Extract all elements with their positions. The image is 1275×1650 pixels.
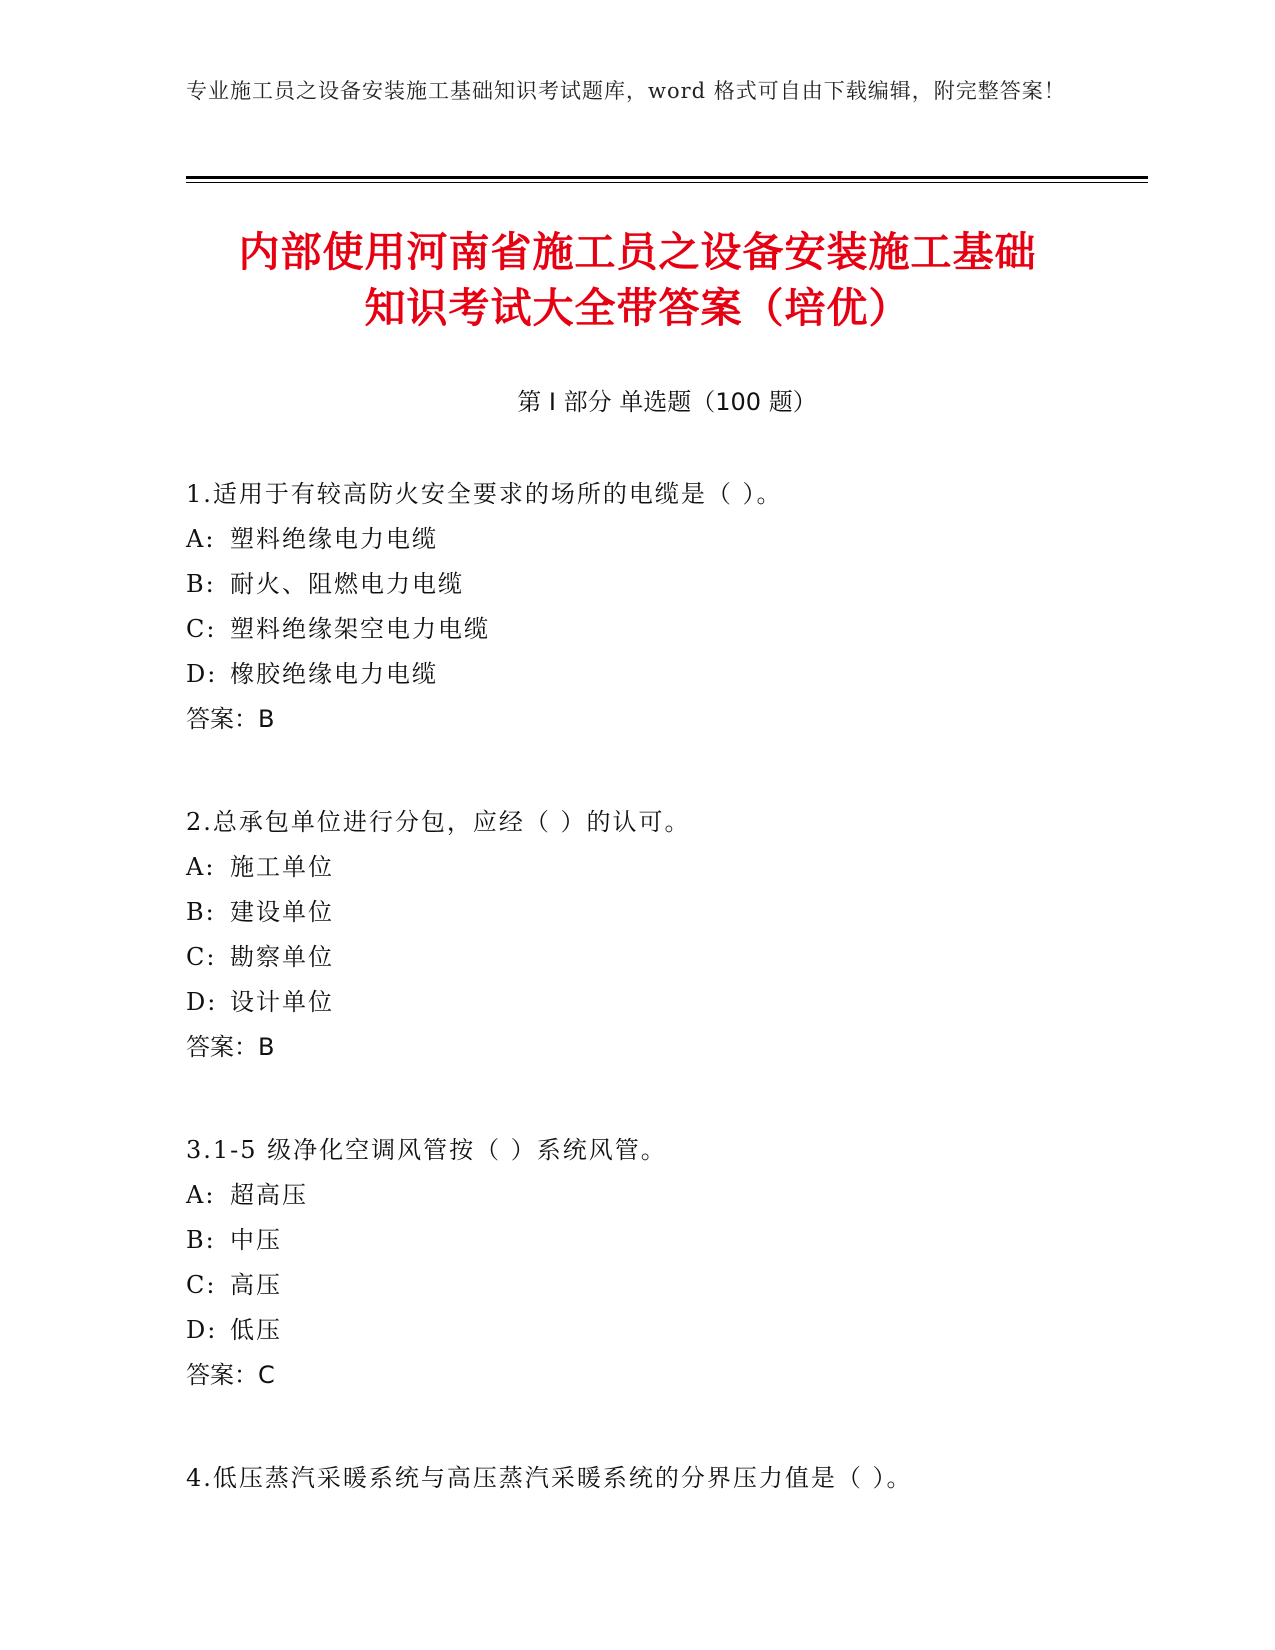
answer-value: B: [258, 1033, 275, 1061]
option-letter: B:: [186, 898, 216, 926]
answer-line: [186, 697, 1148, 742]
document-title: [130, 224, 1145, 336]
option-letter: D:: [186, 1316, 218, 1344]
option-c: [186, 607, 1148, 652]
document-title-line-1: 内部使用河南省施工员之设备安装施工基础: [238, 228, 1037, 276]
option-text: 设计单位: [230, 988, 334, 1016]
answer-label: 答案：: [186, 1033, 258, 1061]
option-a: [186, 517, 1148, 562]
option-text: 超高压: [230, 1181, 308, 1209]
option-text: 塑料绝缘电力电缆: [230, 525, 438, 553]
question-stem: 3.1-5 级净化空调风管按（ ）系统风管。: [186, 1136, 667, 1164]
question-stem: 4.低压蒸汽采暖系统与高压蒸汽采暖系统的分界压力值是（ ）。: [186, 1464, 913, 1492]
question-3: [186, 1128, 1148, 1398]
option-text: 塑料绝缘架空电力电缆: [230, 615, 490, 643]
header-note: 专业施工员之设备安装施工基础知识考试题库，word 格式可自由下载编辑，附完整答案！: [186, 79, 1066, 103]
answer-line: [186, 1025, 1148, 1070]
document-title-line-2: 知识考试大全带答案（培优）: [364, 284, 911, 332]
option-text: 建设单位: [230, 898, 334, 926]
question-2: [186, 800, 1148, 1070]
option-text: 勘察单位: [230, 943, 334, 971]
option-c: [186, 935, 1148, 980]
option-letter: C:: [186, 943, 217, 971]
option-c: [186, 1263, 1148, 1308]
header-divider-thick: [186, 176, 1148, 179]
section-heading: 第 I 部分 单选题（100 题）: [517, 388, 817, 416]
option-letter: C:: [186, 1271, 217, 1299]
option-text: 中压: [230, 1226, 282, 1254]
option-d: [186, 980, 1148, 1025]
answer-label: 答案：: [186, 705, 258, 733]
option-b: [186, 1218, 1148, 1263]
option-letter: B:: [186, 1226, 216, 1254]
option-letter: A:: [186, 525, 216, 553]
option-letter: D:: [186, 660, 218, 688]
answer-value: C: [258, 1361, 275, 1389]
option-letter: A:: [186, 853, 216, 881]
answer-label: 答案：: [186, 1361, 258, 1389]
option-b: [186, 562, 1148, 607]
option-letter: B:: [186, 570, 216, 598]
option-d: [186, 652, 1148, 697]
option-a: [186, 845, 1148, 890]
answer-value: B: [258, 705, 275, 733]
option-letter: A:: [186, 1181, 216, 1209]
option-text: 施工单位: [230, 853, 334, 881]
answer-line: [186, 1353, 1148, 1398]
option-letter: D:: [186, 988, 218, 1016]
option-a: [186, 1173, 1148, 1218]
option-text: 低压: [230, 1316, 282, 1344]
option-text: 耐火、阻燃电力电缆: [230, 570, 464, 598]
question-stem: 1.适用于有较高防火安全要求的场所的电缆是（ ）。: [186, 480, 783, 508]
option-letter: C:: [186, 615, 217, 643]
header-divider-thin: [186, 182, 1148, 183]
question-stem: 2.总承包单位进行分包，应经（ ）的认可。: [186, 808, 691, 836]
option-d: [186, 1308, 1148, 1353]
question-1: [186, 472, 1148, 742]
option-text: 高压: [230, 1271, 282, 1299]
question-list: [186, 472, 1148, 1559]
question-4: [186, 1456, 1148, 1501]
option-text: 橡胶绝缘电力电缆: [230, 660, 438, 688]
option-b: [186, 890, 1148, 935]
